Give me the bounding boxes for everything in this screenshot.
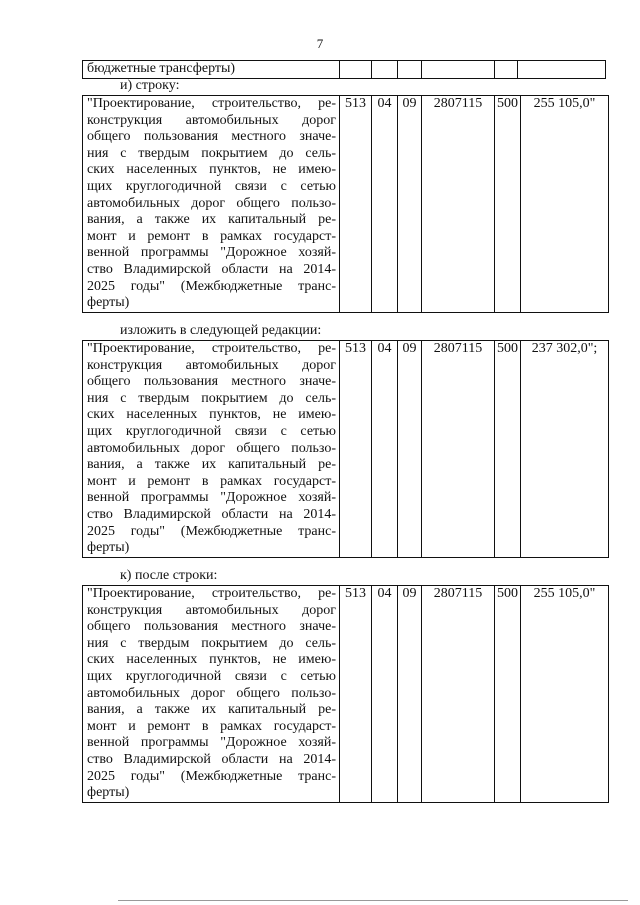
code-cell: 2807115 xyxy=(422,586,495,803)
code-cell: 500 xyxy=(495,586,521,803)
code-cell: 500 xyxy=(495,341,521,558)
code-cell: 04 xyxy=(372,341,398,558)
code-cell: 500 xyxy=(495,96,521,313)
page-bottom-rule xyxy=(118,900,628,901)
table-fragment-top xyxy=(82,60,606,79)
row-name-cell: "Проектирование, строительство, ре- конструкция автомобильных дорог общего пользования местного значе- ния с твердым покрытием до сель- ских населенных пунктов, не имею- щих круглогодичной связи с сетью автомобильных дорог общего пользо- вания, а также их капитальный ре- монт и ремонт в рамках государст- венной программы "Дорожное хозяй- ство Владимирской области на 2014- 2025 годы" (Межбюджетные транс- ферты) xyxy=(83,341,340,558)
code-cell: 2807115 xyxy=(422,96,495,313)
table-row-new xyxy=(82,340,609,558)
page-number: 7 xyxy=(316,36,324,51)
amount-cell: 237 302,0"; xyxy=(521,341,609,558)
code-cell: 513 xyxy=(340,96,372,313)
code-cell: 513 xyxy=(340,586,372,803)
row-name-cell: "Проектирование, строительство, ре- конструкция автомобильных дорог общего пользования местного значе- ния с твердым покрытием до сель- ских населенных пунктов, не имею- щих круглогодичной связи с сетью автомобильных дорог общего пользо- вания, а также их капитальный ре- монт и ремонт в рамках государст- венной программы "Дорожное хозяй- ство Владимирской области на 2014- 2025 годы" (Межбюджетные транс- ферты) xyxy=(83,586,340,803)
instruction-i-row: и) строку: xyxy=(120,78,180,93)
code-cell: 09 xyxy=(398,586,422,803)
table-row-original xyxy=(82,95,609,313)
amount-cell: 255 105,0" xyxy=(521,586,609,803)
code-cell: 04 xyxy=(372,586,398,803)
code-cell: 513 xyxy=(340,341,372,558)
row-name-cell: "Проектирование, строительство, ре- конструкция автомобильных дорог общего пользования местного значе- ния с твердым покрытием до сель- ских населенных пунктов, не имею- щих круглогодичной связи с сетью автомобильных дорог общего пользо- вания, а также их капитальный ре- монт и ремонт в рамках государст- венной программы "Дорожное хозяй- ство Владимирской области на 2014- 2025 годы" (Межбюджетные транс- ферты) xyxy=(83,96,340,313)
code-cell: 2807115 xyxy=(422,341,495,558)
code-cell: 04 xyxy=(372,96,398,313)
table-row-after xyxy=(82,585,609,803)
amount-cell: 255 105,0" xyxy=(521,96,609,313)
instruction-replace: изложить в следующей редакции: xyxy=(120,323,322,338)
row-name-cell: бюджетные трансферты) xyxy=(83,61,340,79)
instruction-k-after: к) после строки: xyxy=(120,568,218,583)
code-cell: 09 xyxy=(398,341,422,558)
code-cell: 09 xyxy=(398,96,422,313)
